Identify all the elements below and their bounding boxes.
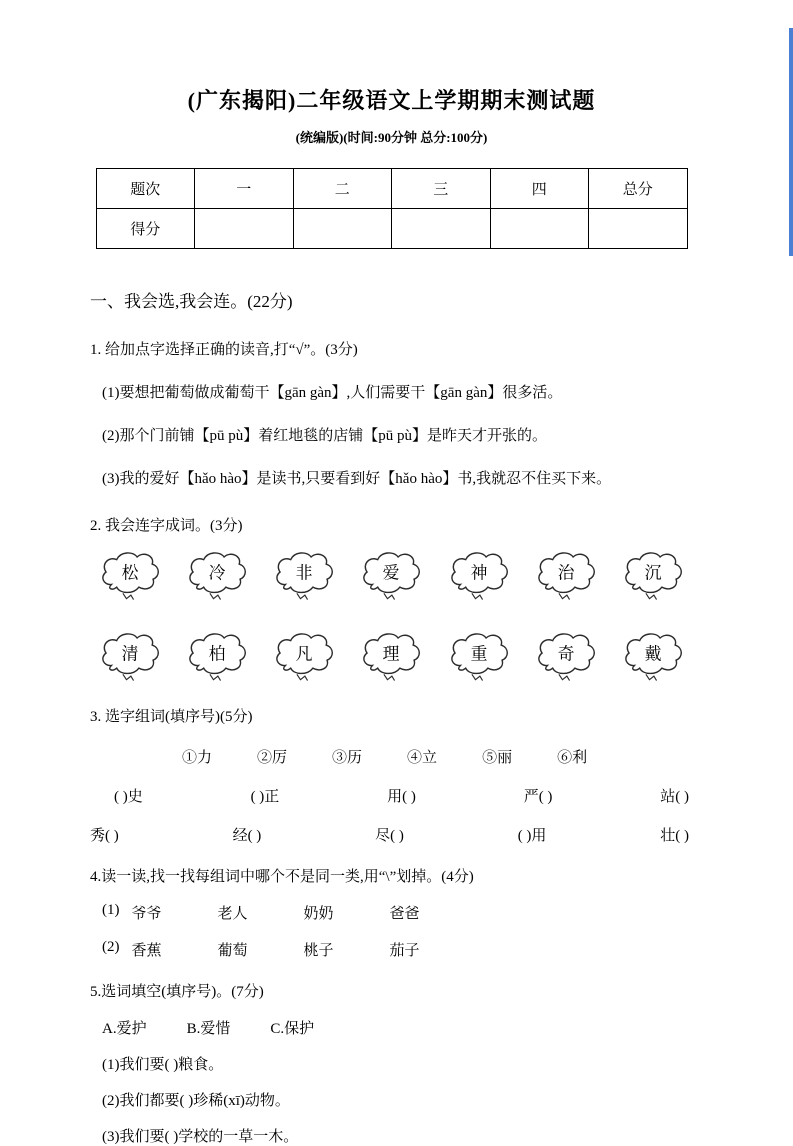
q4-group <box>102 939 693 960</box>
q5-item: (3)我们要( )学校的一草一木。 <box>102 1129 299 1145</box>
q4-word: 茄子 <box>389 943 420 959</box>
scrollbar[interactable] <box>789 28 793 256</box>
score-table-header-row <box>96 169 687 209</box>
cloud-char: 凡 <box>295 644 313 664</box>
cloud-char: 戴 <box>644 644 662 664</box>
q3-blank-item: 壮( ) <box>660 828 689 844</box>
cloud-bubble-icon <box>534 549 598 604</box>
cloud-tail <box>210 674 221 680</box>
q3-blank-item: ( )史 <box>114 789 143 805</box>
cloud-char: 沉 <box>644 563 662 583</box>
cloud-tail <box>646 674 657 680</box>
cloud-tail <box>559 674 570 680</box>
q4-group-label: (2) <box>102 939 120 955</box>
q4-stem: 4.读一读,找一找每组词中哪个不是同一类,用“\”划掉。(4分) <box>90 869 474 885</box>
score-row-label: 得分 <box>96 209 195 249</box>
q5-option: A.爱护 <box>102 1021 147 1037</box>
cloud-bubble-icon <box>534 630 598 685</box>
cloud-char: 重 <box>470 644 488 664</box>
q1-item: (1)要想把葡萄做成葡萄干【gān gàn】,人们需要干【gān gàn】很多活。 <box>102 385 563 401</box>
cloud <box>534 549 598 604</box>
q3-blank-row-2 <box>90 824 693 845</box>
score-empty-cell <box>293 209 392 249</box>
score-empty-cell <box>195 209 294 249</box>
cloud <box>185 630 249 685</box>
cloud-tail <box>384 674 395 680</box>
q5-item: (1)我们要( )粮食。 <box>102 1057 224 1073</box>
q4-word: 爷爷 <box>131 906 162 922</box>
q2-stem: 2. 我会连字成词。(3分) <box>90 518 243 534</box>
cloud-char: 清 <box>121 644 139 664</box>
q2-cloud-row-top <box>90 549 693 604</box>
q3-option: ⑥利 <box>557 750 588 766</box>
cloud <box>272 549 336 604</box>
q3-blank-item: 站( ) <box>660 789 689 805</box>
cloud-tail <box>123 593 134 599</box>
cloud-char: 爱 <box>383 563 400 583</box>
cloud-tail <box>384 593 395 599</box>
cloud <box>534 630 598 685</box>
q1-stem: 1. 给加点字选择正确的读音,打“√”。(3分) <box>90 342 358 358</box>
cloud-bubble-icon <box>447 630 511 685</box>
page-subtitle: (统编版)(时间:90分钟 总分:100分) <box>295 130 488 145</box>
q5-option: C.保护 <box>270 1021 315 1037</box>
cloud-bubble-icon <box>359 630 423 685</box>
q3-stem: 3. 选字组词(填序号)(5分) <box>90 709 253 725</box>
cloud <box>621 630 685 685</box>
q3-blank-item: 经( ) <box>232 828 262 844</box>
q3-option: ④立 <box>407 750 438 766</box>
q1-item: (3)我的爱好【hǎo hào】是读书,只要看到好【hǎo hào】书,我就忍不住买下来。 <box>102 471 612 487</box>
q4-word: 桃子 <box>303 943 334 959</box>
page-title: (广东揭阳)二年级语文上学期期末测试题 <box>187 88 596 113</box>
q4-word: 香蕉 <box>131 943 162 959</box>
cloud-bubble-icon <box>447 549 511 604</box>
q4-group-label: (1) <box>102 902 120 918</box>
q3-option: ③历 <box>332 750 363 766</box>
cloud-char: 神 <box>470 563 488 583</box>
cloud-char: 非 <box>295 563 313 583</box>
q3-blank-item: 严( ) <box>523 789 553 805</box>
q5-option: B.爱惜 <box>186 1021 231 1037</box>
cloud-tail <box>646 593 657 599</box>
cloud-bubble-icon <box>621 630 685 685</box>
score-empty-cell <box>392 209 491 249</box>
score-table-score-row <box>96 209 687 249</box>
cloud-tail <box>297 674 308 680</box>
q3-blank-item: 秀( ) <box>90 828 119 844</box>
q4-word: 奶奶 <box>303 906 334 922</box>
cloud-bubble-icon <box>272 549 336 604</box>
score-header-cell: 二 <box>293 169 392 209</box>
q3-blank-item: ( )用 <box>517 828 547 844</box>
cloud-tail <box>123 674 134 680</box>
cloud-tail <box>559 593 570 599</box>
cloud-char: 冷 <box>208 563 226 583</box>
score-empty-cell <box>490 209 589 249</box>
q4-word: 爸爸 <box>389 906 420 922</box>
q3-blank-row-1 <box>114 785 693 806</box>
score-header-cell: 三 <box>392 169 491 209</box>
cloud <box>447 549 511 604</box>
cloud-bubble-icon <box>98 549 162 604</box>
cloud-tail <box>297 593 308 599</box>
cloud-bubble-icon <box>185 630 249 685</box>
score-header-cell: 题次 <box>96 169 195 209</box>
q3-option: ⑤丽 <box>482 750 513 766</box>
q2-cloud-row-bottom <box>90 630 693 685</box>
score-header-cell: 四 <box>490 169 589 209</box>
cloud-char: 柏 <box>208 644 226 664</box>
cloud <box>98 549 162 604</box>
score-header-cell: 一 <box>195 169 294 209</box>
q4-word: 老人 <box>217 906 248 922</box>
q4-word: 葡萄 <box>217 943 248 959</box>
cloud <box>359 549 423 604</box>
cloud-bubble-icon <box>621 549 685 604</box>
q3-options-row <box>182 746 693 767</box>
q5-item: (2)我们都要( )珍稀(xī)动物。 <box>102 1093 290 1109</box>
q4-group <box>102 902 693 923</box>
section-1-heading: 一、我会选,我会连。(22分) <box>90 292 293 311</box>
cloud <box>621 549 685 604</box>
score-header-cell: 总分 <box>589 169 688 209</box>
cloud <box>98 630 162 685</box>
cloud <box>185 549 249 604</box>
cloud-bubble-icon <box>98 630 162 685</box>
score-empty-cell <box>589 209 688 249</box>
cloud-bubble-icon <box>359 549 423 604</box>
q1-item: (2)那个门前铺【pū pù】着红地毯的店铺【pū pù】是昨天才开张的。 <box>102 428 547 444</box>
cloud <box>359 630 423 685</box>
cloud-char: 松 <box>121 563 139 583</box>
score-table <box>96 168 688 249</box>
cloud-char: 理 <box>383 644 400 664</box>
cloud-bubble-icon <box>185 549 249 604</box>
q3-option: ①力 <box>182 750 213 766</box>
cloud <box>272 630 336 685</box>
q3-blank-item: 用( ) <box>387 789 416 805</box>
q5-options-row <box>102 1017 693 1038</box>
cloud <box>447 630 511 685</box>
cloud-char: 治 <box>557 563 575 583</box>
q3-blank-item: ( )正 <box>250 789 280 805</box>
q3-blank-item: 尽( ) <box>375 828 404 844</box>
cloud-tail <box>472 593 483 599</box>
cloud-char: 奇 <box>557 644 575 664</box>
q3-option: ②厉 <box>257 750 288 766</box>
cloud-tail <box>210 593 221 599</box>
cloud-tail <box>472 674 483 680</box>
cloud-bubble-icon <box>272 630 336 685</box>
q5-stem: 5.选词填空(填序号)。(7分) <box>90 984 264 1000</box>
